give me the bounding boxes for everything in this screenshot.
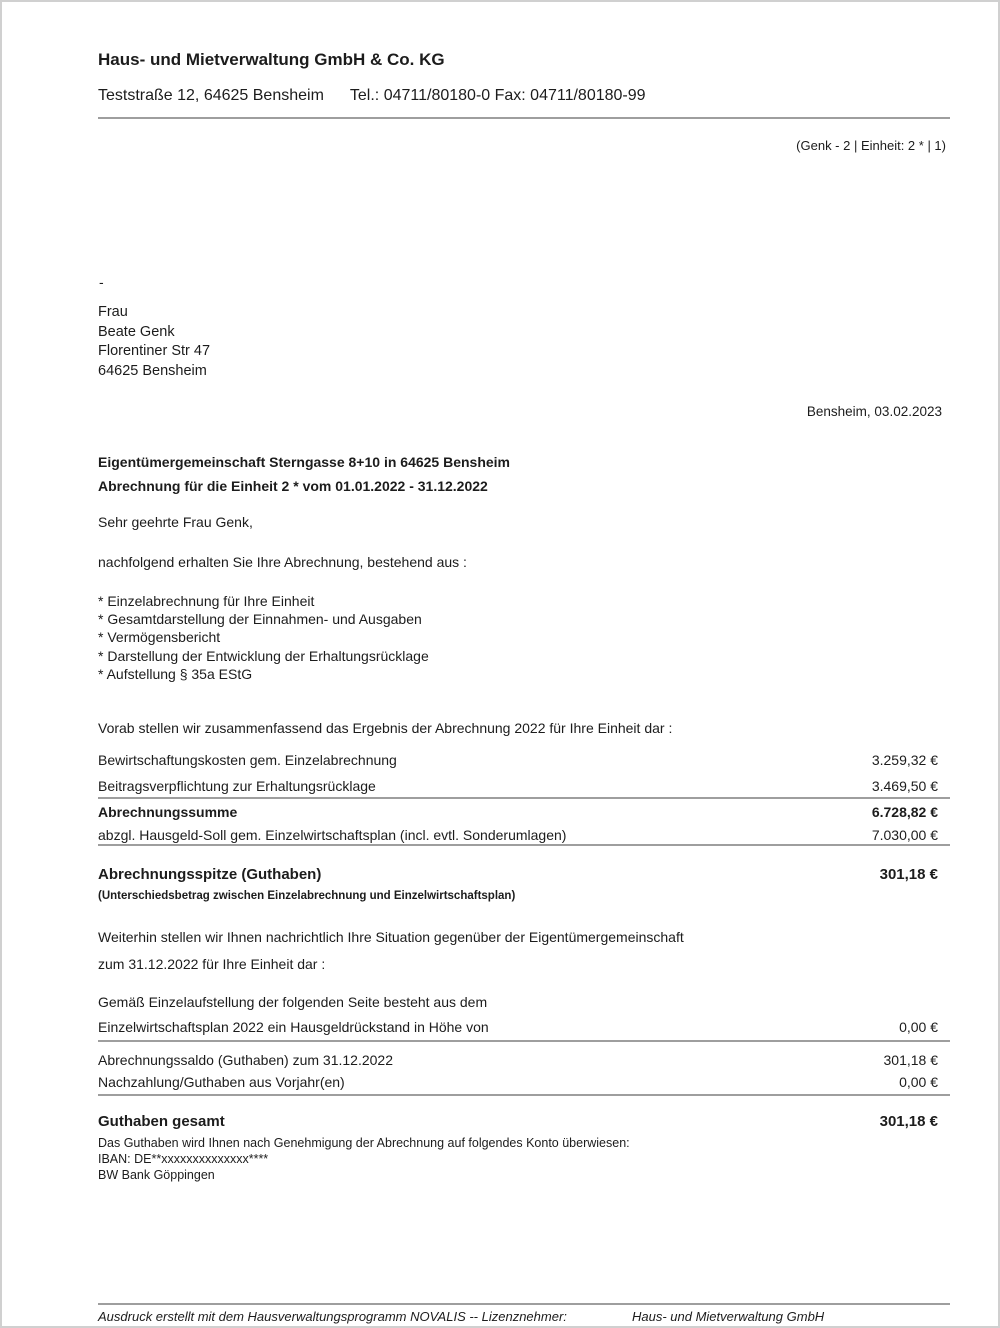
table-row [98,1019,938,1035]
total-label: Guthaben gesamt [98,1113,225,1130]
list-item: * Aufstellung § 35a EStG [98,665,253,682]
summary-intro: Vorab stellen wir zusammenfassend das Ergebnis der Abrechnung 2022 für Ihre Einheit dar : [98,720,673,736]
enclosure-list [98,592,429,683]
row-label: Einzelwirtschaftsplan 2022 ein Hausgeldrückstand in Höhe von [98,1019,489,1035]
row-amount: 7.030,00 € [871,827,938,843]
page-reference: (Genk - 2 | Einheit: 2 * | 1) [796,138,946,153]
recipient-city: 64625 Bensheim [98,362,207,379]
table-divider [98,797,950,799]
situation-paragraph-line2: zum 31.12.2022 für Ihre Einheit dar : [98,956,326,972]
table-row-total [98,804,938,820]
result-amount: 301,18 € [879,866,938,883]
sender-placeholder-dash: - [99,274,104,290]
subject-line-period: Abrechnung für die Einheit 2 * vom 01.01.2022 - 31.12.2022 [98,478,488,494]
footer-licensee-name: Haus- und Mietverwaltung GmbH [632,1309,825,1324]
row-label: Nachzahlung/Guthaben aus Vorjahr(en) [98,1074,345,1090]
row-amount: 3.259,32 € [871,752,938,768]
table-row [98,778,938,794]
row-label: Abrechnungssumme [98,804,238,820]
list-item: * Gesamtdarstellung der Einnahmen- und Ausgaben [98,611,422,628]
letterhead-company-name: Haus- und Mietverwaltung GmbH & Co. KG [98,50,445,69]
row-label: Bewirtschaftungskosten gem. Einzelabrechnung [98,752,397,768]
payout-iban: IBAN: DE**xxxxxxxxxxxxxx**** [98,1151,269,1166]
list-item: * Einzelabrechnung für Ihre Einheit [98,593,315,609]
recipient-street: Florentiner Str 47 [98,343,211,359]
balance-intro: Gemäß Einzelaufstellung der folgenden Seite besteht aus dem [98,994,488,1010]
payout-info-block [98,1136,630,1183]
payout-bank: BW Bank Göppingen [98,1167,215,1182]
row-amount: 0,00 € [899,1074,938,1090]
intro-paragraph: nachfolgend erhalten Sie Ihre Abrechnung, bestehend aus : [98,554,467,570]
row-amount: 6.728,82 € [871,804,938,820]
row-amount: 3.469,50 € [871,778,938,794]
salutation: Sehr geehrte Frau Genk, [98,514,253,530]
row-label: Beitragsverpflichtung zur Erhaltungsrücklage [98,778,376,794]
table-divider [98,1040,950,1042]
table-divider [98,844,950,846]
subject-line-community: Eigentümergemeinschaft Sterngasse 8+10 in 64625 Bensheim [98,454,511,470]
recipient-name: Beate Genk [98,323,175,340]
letterhead-address: Teststraße 12, 64625 Bensheim [98,87,324,104]
payout-note: Das Guthaben wird Ihnen nach Genehmigung der Abrechnung auf folgendes Konto überwiesen: [98,1136,630,1150]
table-row [98,1052,938,1068]
footer [98,1310,950,1325]
row-amount: 301,18 € [883,1052,938,1068]
table-row [98,827,938,843]
total-row [98,1113,938,1130]
recipient-address-block [98,303,210,381]
table-row [98,1074,938,1090]
table-divider [98,1094,950,1096]
letterhead-contact-line [98,87,646,105]
letterhead-phone-fax: Tel.: 04711/80180-0 Fax: 04711/80180-99 [349,87,646,104]
footer-divider [98,1303,950,1305]
result-row [98,866,938,883]
situation-paragraph-line1: Weiterhin stellen wir Ihnen nachrichtlich Ihre Situation gegenüber der Eigentümergemeinschaft [98,929,684,945]
place-and-date: Bensheim, 03.02.2023 [806,404,942,419]
row-label: abzgl. Hausgeld-Soll gem. Einzelwirtschaftsplan (incl. evtl. Sonderumlagen) [98,827,567,843]
result-label: Abrechnungsspitze (Guthaben) [98,866,322,883]
result-note: (Unterschiedsbetrag zwischen Einzelabrechnung und Einzelwirtschaftsplan) [98,890,516,902]
list-item: * Darstellung der Entwicklung der Erhaltungsrücklage [98,647,429,664]
row-amount: 0,00 € [899,1019,938,1035]
total-amount: 301,18 € [879,1113,938,1130]
list-item: * Vermögensbericht [98,629,221,646]
footer-license-text: Ausdruck erstellt mit dem Hausverwaltungsprogramm NOVALIS -- Lizenznehmer: [98,1309,567,1324]
row-label: Abrechnungssaldo (Guthaben) zum 31.12.2022 [98,1052,393,1068]
table-row [98,752,938,768]
letterhead-divider [98,117,950,119]
recipient-salutation-line: Frau [98,304,128,320]
